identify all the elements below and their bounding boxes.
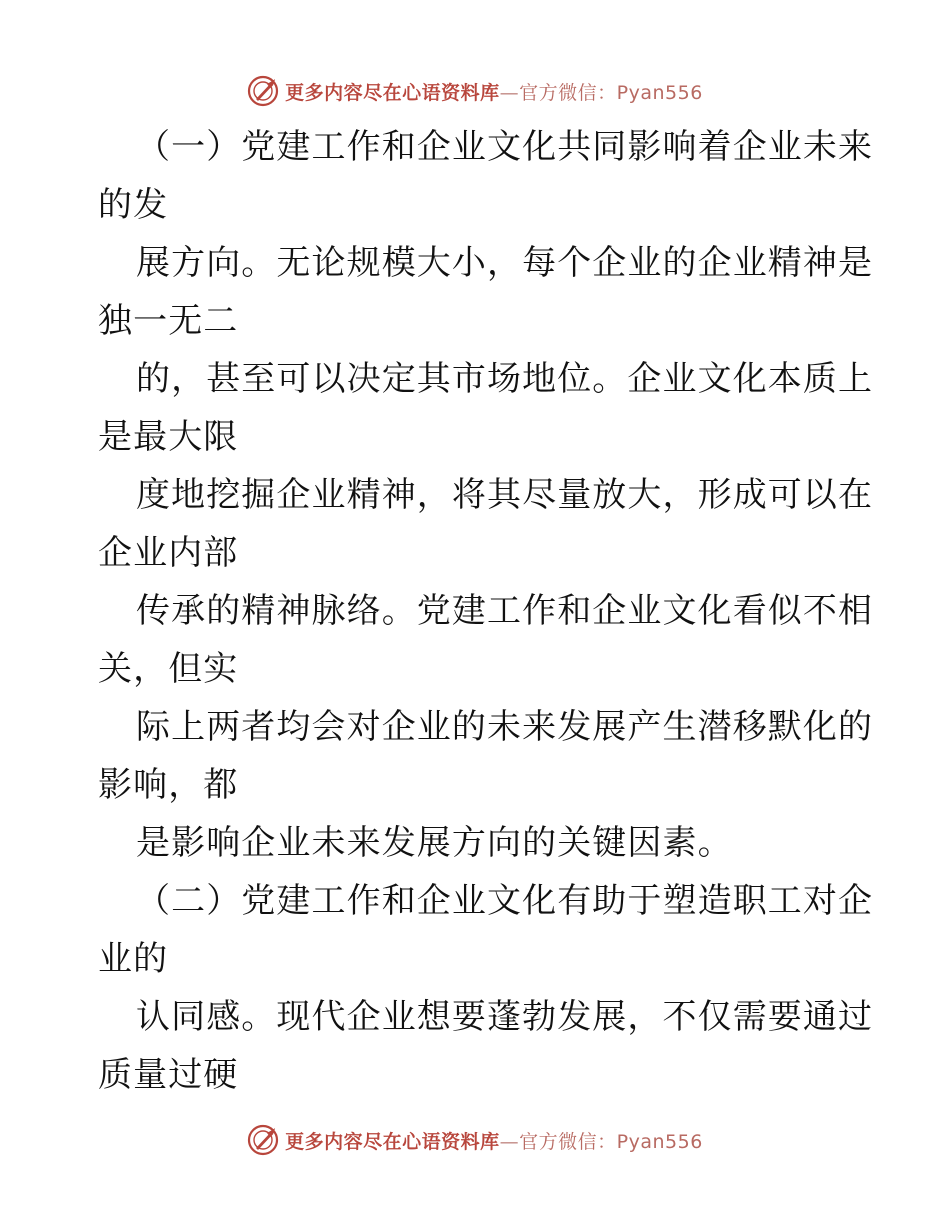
quill-logo-icon <box>247 75 279 107</box>
body-line: 独一无二 <box>98 301 239 341</box>
body-line: 展方向。无论规模大小，每个企业的企业精神是 <box>136 243 874 283</box>
footer-watermark-text <box>285 1127 703 1154</box>
quill-logo-icon <box>247 1124 279 1156</box>
body-line: 企业内部 <box>98 533 239 573</box>
header-watermark-main: 更多内容尽在心语资料库 <box>285 81 500 104</box>
body-line: 传承的精神脉络。党建工作和企业文化看似不相 <box>136 591 874 631</box>
body-line: （一）党建工作和企业文化共同影响着企业未来 <box>136 127 874 167</box>
footer-watermark-banner <box>0 1120 950 1160</box>
footer-watermark-main: 更多内容尽在心语资料库 <box>285 1130 500 1153</box>
body-line: 关，但实 <box>98 649 239 689</box>
body-line: 业的 <box>98 939 169 979</box>
body-line: 际上两者均会对企业的未来发展产生潜移默化的 <box>136 707 874 747</box>
header-watermark-separator: — <box>499 81 520 104</box>
body-line: 质量过硬 <box>98 1055 239 1095</box>
body-line: 的发 <box>98 185 169 225</box>
header-watermark-sub: 官方微信：Pyan556 <box>519 81 703 104</box>
footer-watermark-sub: 官方微信：Pyan556 <box>519 1130 703 1153</box>
body-line: 认同感。现代企业想要蓬勃发展，不仅需要通过 <box>136 997 874 1037</box>
body-line: 是最大限 <box>98 417 239 457</box>
header-watermark-banner <box>0 71 950 111</box>
body-line: 度地挖掘企业精神，将其尽量放大，形成可以在 <box>136 475 874 515</box>
body-line: （二）党建工作和企业文化有助于塑造职工对企 <box>136 881 874 921</box>
body-line: 是影响企业未来发展方向的关键因素。 <box>136 823 733 863</box>
document-body <box>98 118 874 1104</box>
body-line: 的，甚至可以决定其市场地位。企业文化本质上 <box>136 359 874 399</box>
header-watermark-text <box>285 78 703 105</box>
body-line: 影响，都 <box>98 765 239 805</box>
footer-watermark-separator: — <box>499 1130 520 1153</box>
